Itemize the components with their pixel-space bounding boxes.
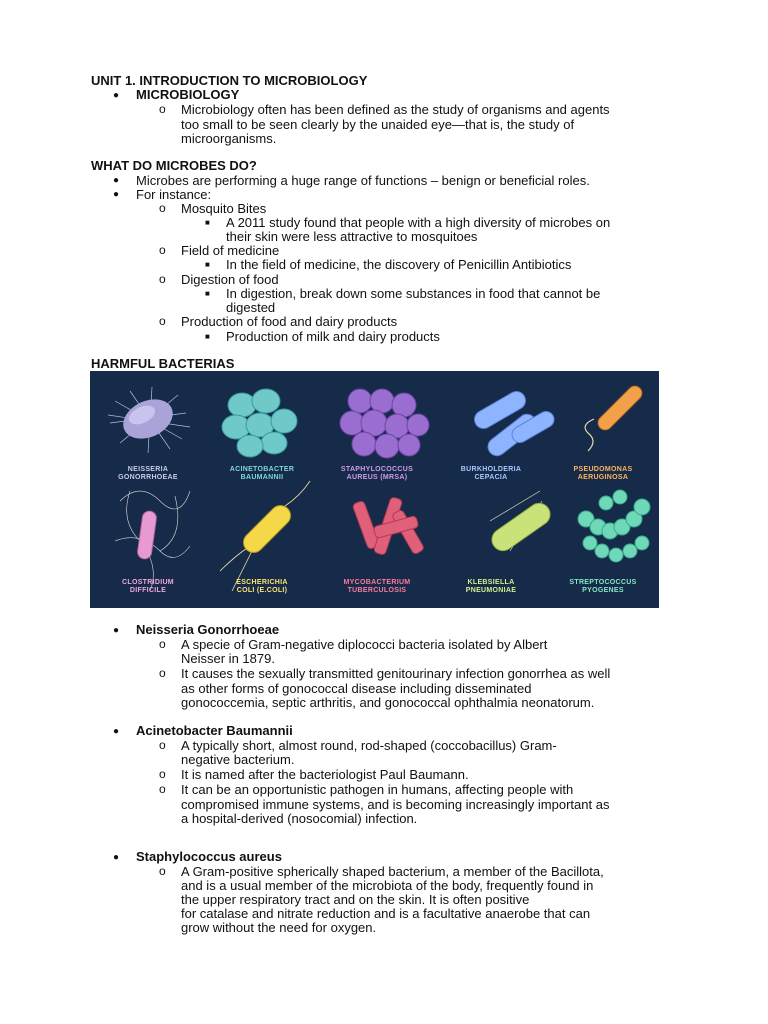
bullet-circle: o (159, 782, 166, 796)
bacteria-name: Acinetobacter Baumannii (136, 723, 293, 738)
instance-detail: their skin were less attractive to mosquitoes (226, 229, 478, 244)
caption-acinetobacter: ACINETOBACTER BAUMANNII (229, 466, 295, 481)
bullet-disc: ● (113, 726, 120, 737)
neisseria-illustration (108, 387, 190, 453)
caption-mycobacterium: MYCOBACTERIUM TUBERCULOSIS (343, 579, 411, 594)
instance-title: Production of food and dairy products (181, 314, 398, 329)
harmful-heading: HARMFUL BACTERIAS (91, 356, 235, 371)
bullet-circle: o (159, 102, 166, 116)
caption-klebsiella: KLEBSIELLA PNEUMONIAE (465, 579, 517, 594)
pseudomonas-illustration (585, 383, 645, 451)
clostridium-illustration (115, 491, 190, 591)
burkholderia-illustration (471, 388, 557, 459)
bacteria-illustrations (90, 371, 659, 608)
bacteria-point: the upper respiratory tract and on the skin. It is often positive (181, 892, 530, 907)
instance-detail: Production of milk and dairy products (226, 329, 440, 344)
instance-detail: A 2011 study found that people with a high diversity of microbes on (226, 215, 611, 230)
bullet-square: ■ (205, 289, 210, 298)
for-instance: For instance: (136, 187, 212, 202)
unit-title: UNIT 1. INTRODUCTION TO MICROBIOLOGY (91, 73, 368, 88)
caption-clostridium: CLOSTRIDIUM DIFFICILE (122, 579, 174, 594)
bullet-square: ■ (205, 218, 210, 227)
bullet-disc: ● (113, 90, 120, 101)
bullet-disc: ● (113, 625, 120, 636)
bacteria-point: negative bacterium. (181, 752, 295, 767)
instance-detail: In digestion, break down some substances in food that cannot be (226, 286, 601, 301)
klebsiella-illustration (488, 491, 555, 555)
microbes-intro: Microbes are performing a huge range of functions – benign or beneficial roles. (136, 173, 590, 188)
instance-detail: digested (226, 300, 276, 315)
caption-pseudomonas: PSEUDOMONAS AERUGINOSA (573, 466, 633, 481)
bacteria-figure (90, 371, 659, 608)
bullet-disc: ● (113, 852, 120, 863)
bacteria-point: a hospital-derived (nosocomial) infection. (181, 811, 418, 826)
bullet-circle: o (159, 767, 166, 781)
instance-title: Mosquito Bites (181, 201, 267, 216)
caption-streptococcus: STREPTOCOCCUS PYOGENES (569, 579, 637, 594)
bacteria-name: Staphylococcus aureus (136, 849, 282, 864)
microbes-heading: WHAT DO MICROBES DO? (91, 158, 257, 173)
bacteria-point: grow without the need for oxygen. (181, 920, 377, 935)
bacteria-point: and is a usual member of the microbiota of the body, frequently found in (181, 878, 594, 893)
bacteria-point: Neisser in 1879. (181, 651, 275, 666)
definition-line: microorganisms. (181, 131, 277, 146)
escherichia-illustration (220, 481, 310, 591)
instance-title: Digestion of food (181, 272, 279, 287)
bullet-circle: o (159, 864, 166, 878)
definition-line: Microbiology often has been defined as the study of organisms and agents (181, 102, 610, 117)
caption-neisseria: NEISSERIA GONORRHOEAE (118, 466, 178, 481)
microbiology-heading: MICROBIOLOGY (136, 87, 240, 102)
instance-title: Field of medicine (181, 243, 280, 258)
bacteria-point: A Gram-positive spherically shaped bacterium, a member of the Bacillota, (181, 864, 604, 879)
bullet-circle: o (159, 637, 166, 651)
bullet-disc: ● (113, 189, 120, 200)
bacteria-point: gonococcemia, septic arthritis, and gonococcal ophthalmia neonatorum. (181, 695, 595, 710)
bacteria-point: for catalase and nitrate reduction and is a facultative anaerobe that can (181, 906, 591, 921)
bacteria-point: A specie of Gram-negative diplococci bacteria isolated by Albert (181, 637, 548, 652)
definition-line: too small to be seen clearly by the unaided eye—that is, the study of (181, 117, 575, 132)
bacteria-point: It can be an opportunistic pathogen in humans, affecting people with (181, 782, 574, 797)
bacteria-point: It causes the sexually transmitted genitourinary infection gonorrhea as well (181, 666, 611, 681)
bullet-circle: o (159, 314, 166, 328)
bacteria-name: Neisseria Gonorrhoeae (136, 622, 280, 637)
bacteria-point: as other forms of gonococcal disease including disseminated (181, 681, 532, 696)
caption-escherichia: ESCHERICHIA COLI (E.COLI) (236, 579, 288, 594)
bullet-circle: o (159, 272, 166, 286)
bacteria-point: compromised immune systems, and is becoming increasingly important as (181, 797, 610, 812)
staphylococcus-illustration (340, 389, 429, 458)
bacteria-point: A typically short, almost round, rod-shaped (coccobacillus) Gram- (181, 738, 557, 753)
instance-detail: In the field of medicine, the discovery of Penicillin Antibiotics (226, 257, 572, 272)
caption-burkholderia: BURKHOLDERIA CEPACIA (460, 466, 522, 481)
caption-staphylococcus: STAPHYLOCOCCUS AUREUS (MRSA) (340, 466, 414, 481)
bullet-circle: o (159, 738, 166, 752)
streptococcus-illustration (578, 490, 650, 562)
bullet-circle: o (159, 201, 166, 215)
bullet-disc: ● (113, 175, 120, 186)
bullet-circle: o (159, 666, 166, 680)
bullet-square: ■ (205, 332, 210, 341)
bacteria-point: It is named after the bacteriologist Paul Baumann. (181, 767, 469, 782)
bullet-square: ■ (205, 260, 210, 269)
bullet-circle: o (159, 243, 166, 257)
acinetobacter-illustration (222, 389, 297, 457)
mycobacterium-illustration (352, 497, 425, 556)
